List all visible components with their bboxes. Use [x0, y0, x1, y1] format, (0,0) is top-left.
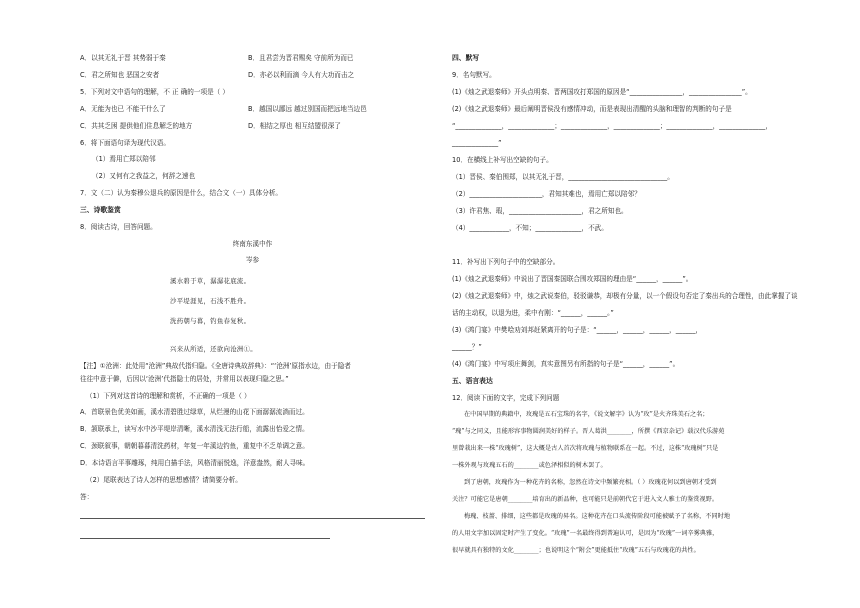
essay-line: 在中国早期的典籍中，玫瑰是五石宝珠的名字，《说文解字》认为“玫”是火齐珠美石之名；: [464, 411, 709, 418]
q5-option-c: C．共其乏困 提供他们住息解乏的地方: [80, 122, 193, 130]
option-d-pair: D．亦必以利而滴 今人有大功而击之: [248, 71, 355, 79]
question-9: 9．名句默写。: [452, 71, 496, 79]
poem-line: 洗药朝与暮，钓鱼春复秋。: [170, 317, 251, 325]
answer-line: [80, 538, 330, 539]
q8-option-d: D．本诗语言平事雕琢，纯用白描手法，风格清丽悦逸，洋意盎然，耐人寻味。: [80, 459, 310, 467]
question-11: 11．补写出下列句子中的空缺部分。: [452, 258, 560, 266]
question-12: 12．阅读下面的文字，完成下列问题: [452, 394, 560, 402]
option-b-pair: B．且君尝为晋君赐矣 守前所为而已: [248, 54, 354, 62]
q10-item-1: （1）晋侯、秦伯围郑，以其无礼于晋，______________________________。: [452, 173, 674, 181]
essay-line: 关注？可能它是唐朝________培育出的新品种，也可能只是前朝代它于进入文人雅士的鉴赏视野。: [452, 496, 719, 503]
q5-option-a: A．无能为也已 不能干什么了: [80, 105, 166, 113]
question-8: 8．阅读古诗，回答问题。: [80, 223, 157, 231]
q11-item-4: (4)《鸿门宴》中写项庄舞剑，真实意图另有所指的句子是“______，______”。: [452, 360, 680, 368]
answer-line: [80, 518, 425, 519]
poem-line: 兴来从所适，还欲向沧洲①。: [170, 345, 257, 353]
q9-item-2: (2)《烛之武退秦师》最后阐明晋侯没有感情冲动，而是表现出清醒的头脑和理智的判断的句子是: [452, 105, 732, 113]
q8-option-a: A．首联景色优美如画，溪水清碧胜过绿草，从烂漫的山花下面潺潺流淌而过。: [80, 408, 309, 416]
q6-item-2: （2）又何有之我益之，何辞之速也: [92, 172, 196, 180]
q10-item-3: （3）许君焦、瑕，______________________，君之所知也。: [452, 207, 628, 215]
q11-item-1: (1)《烛之武退秦师》中说出了晋国秦国联合围攻郑国的理由是“______，______”。: [452, 275, 693, 283]
essay-line: 里曾栽出来一株“玫瑰树”，这大概是古人首次将玫瑰与植物联系在一起。不过，这株“玫瑰树”只是: [452, 445, 719, 452]
section-poetry-heading: 三、诗歌鉴赏: [80, 206, 121, 214]
poem-author: 岑参: [245, 256, 260, 264]
q9-item-2-blanks: “______________，______________；______________，______________；______________，______________，: [452, 122, 772, 130]
q11-item-2: (2)《烛之武退秦师》中，烛之武说秦伯，驳驳谦恭，却极有分量，以一个假设句否定了秦出兵的合理性，由此掌握了谈: [452, 292, 798, 300]
essay-line: 梅瑰、枝蔷、排细，这些都是玫瑰的昇名。这种花卉在口头流传阶段可能被赋予了名称，不同时地: [464, 513, 731, 520]
q9-item-2-blanks-end: ______________”: [452, 139, 502, 147]
q11-item-2-cont: 话的主动权，以退为进，柔中有刚：“______，______。”: [452, 309, 614, 317]
q10-item-2: （2）______________________，君知其难也，焉用亡郑以陪邻？: [452, 190, 641, 198]
poem-note: 【注】①沧洲：此处用“沧洲”典故代指归隐。《全唐诗典故辞典》：“‘沧洲’原指水边，由于隐者: [80, 362, 351, 370]
poem-line: 沙平堤涯见，石浅不胜舟。: [170, 297, 251, 305]
option-a-pair: A．以其无礼于晋 其势弱于秦: [80, 54, 166, 62]
essay-line: 一株外观与玫瑰五石的________或色泽相似的树木罢了。: [452, 462, 607, 469]
q5-option-b: B．越国以鄙远 越过别国而把远地当边邑: [248, 105, 367, 113]
essay-line: “瑰”与之同义，且能形容事物圆润美好的样子。晋人葛洪________，所撰《西京杂记》载汉代乐游苑: [452, 428, 725, 435]
essay-line: 到了唐朝，玫瑰作为一种花卉的名称，忽然在诗文中频繁亮相。（ ）玫瑰花何以到唐朝才受到: [464, 479, 717, 486]
q8-sub-2: （2）尾联表达了诗人怎样的思想感情？请简要分析。: [86, 476, 242, 484]
poem-line: 溪水碧于草，潺潺花底流。: [170, 277, 251, 285]
q11-item-3: (3)《鸿门宴》中樊哙劝刘邦赶紧离开的句子是：“______，______，______，______，: [452, 326, 703, 334]
question-5: 5．下列对文中语句的理解，不 正 确的一项是（ ）: [80, 88, 229, 96]
q11-item-3-cont: ______？”: [452, 343, 482, 351]
q5-option-d: D．相结之厚也 相互结盟很深了: [248, 122, 341, 130]
section-dictation-heading: 四、默写: [452, 54, 480, 62]
question-7: 7．文（二）认为秦穆公退兵的原因是什么，结合文（一）具体分析。: [80, 189, 283, 197]
answer-label: 答：: [80, 493, 94, 501]
section-language-heading: 五、语言表达: [452, 377, 493, 385]
poem-note: 往往中意于僻，后因以‘沧洲’代指隐士的居处，并常用以表现归隐之思。”: [80, 375, 289, 383]
q8-option-c: C．颈联叙事，朝朝暮暮清洗药材，年复一年溪边钓鱼，重复中不乏单调之意。: [80, 442, 309, 450]
q9-item-1: (1)《烛之武退秦师》开头点明秦、晋两国攻打郑国的原因是“________________，________________”。: [452, 88, 752, 96]
q8-sub-1: （1）下列对这首诗的理解和赏析，不正确的一项是（ ）: [86, 392, 251, 400]
q8-option-b: B．颔联承上，读写水中沙平堤岸清晰，溪水清浅无法行船，流露出怡爱之情。: [80, 425, 309, 433]
essay-line: 的人用文字加以固定时产生了变化。“玫瑰”一名最终得到普遍认可，是因为“玫瑰”一词辛雾典雅，: [452, 530, 719, 537]
poem-title: 终南东溪中作: [232, 240, 273, 248]
essay-line: 很早就具有独特的文化________；也说明这个“附会”更能抵住“玫瑰”五石与玫瑰花的共性。: [452, 547, 700, 554]
q6-item-1: （1）焉用亡郑以陪邻: [92, 155, 156, 163]
question-10: 10．在横线上补写出空缺的句子。: [452, 156, 553, 164]
question-6: 6．将下面语句译为现代汉语。: [80, 139, 170, 147]
q10-item-4: （4）____________，不知；______________，不武。: [452, 224, 608, 232]
option-c-pair: C．君之所知也 恶国之安者: [80, 71, 160, 79]
